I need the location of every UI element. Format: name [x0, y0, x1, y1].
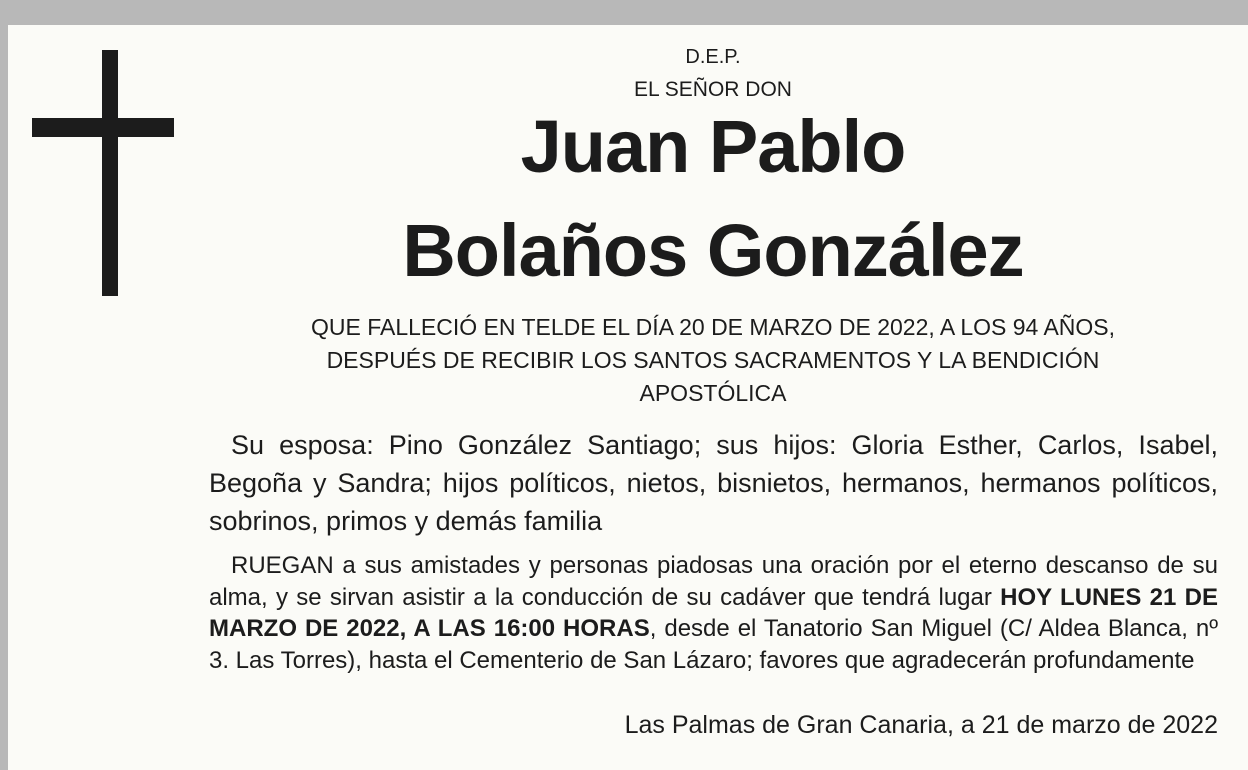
deceased-name-line1: Juan Pablo	[520, 105, 906, 188]
dep-heading: D.E.P.	[685, 46, 741, 68]
deceased-name-line2: Bolaños González	[402, 209, 1024, 292]
ruegan-when: HOY LUNES 21 DE MARZO DE 2022, A LAS 16:00 HORAS	[209, 583, 1218, 642]
ruegan-intro: RUEGAN a sus amistades y personas piadosas una oración por el eterno descanso de su alma, y se sirvan asistir a la conducción de su cadáver que tendrá lugar	[209, 552, 1218, 611]
place-date: Las Palmas de Gran Canaria, a 21 de marzo de 2022	[624, 711, 1218, 739]
honorific: EL SEÑOR DON	[634, 78, 792, 101]
family-paragraph: Su esposa: Pino González Santiago; sus hijos: Gloria Esther, Carlos, Isabel, Begoña y Sandra; hijos políticos, nietos, bisnietos, hermanos, hermanos políticos, sobrinos, primos y demás familia	[209, 430, 1218, 536]
ruegan-rest: , desde el Tanatorio San Miguel (C/ Aldea Blanca, nº 3. Las Torres), hasta el Cementerio de San Lázaro; favores que agradecerán profundamente	[209, 615, 1218, 674]
ruegan-paragraph	[209, 550, 1218, 676]
death-notice: QUE FALLECIÓ EN TELDE EL DÍA 20 DE MARZO DE 2022, A LOS 94 AÑOS, DESPUÉS DE RECIBIR LOS SANTOS SACRAMENTOS Y LA BENDICIÓN APOSTÓLICA	[310, 314, 1116, 406]
cross-horizontal-bar	[32, 118, 174, 137]
obituary-card	[8, 25, 1248, 770]
cross-vertical-bar	[102, 50, 118, 296]
